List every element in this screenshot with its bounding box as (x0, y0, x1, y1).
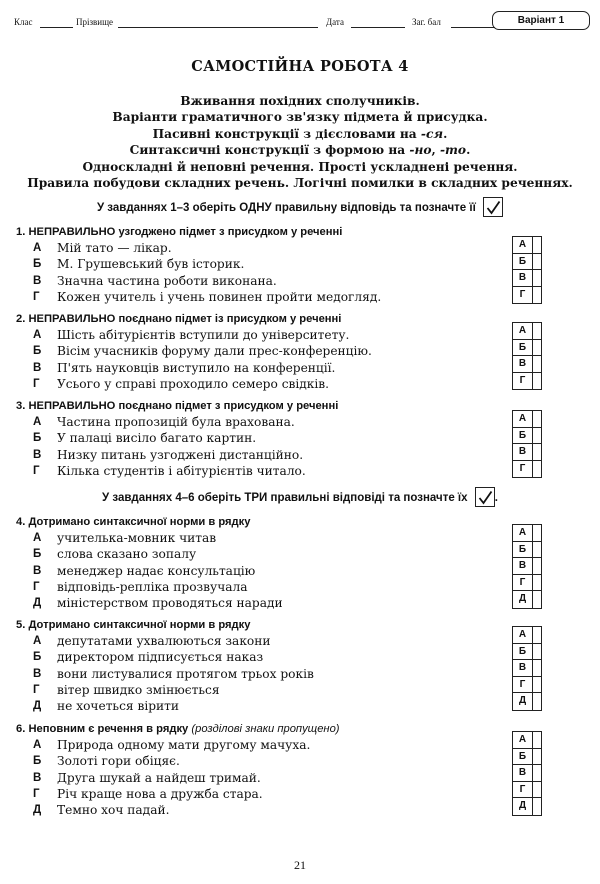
date-line (351, 27, 405, 28)
option-v: В менеджер надає консультацію (33, 563, 256, 578)
answer-grid-2: А Б В Г (512, 322, 542, 390)
answer-cell[interactable] (533, 287, 541, 304)
answer-cell[interactable] (533, 542, 541, 558)
answer-cell[interactable] (533, 627, 541, 643)
answer-cell[interactable] (533, 558, 541, 574)
option-b: Б У палаці висіло багато картин. (33, 431, 257, 446)
topics-list (0, 93, 600, 191)
answer-cell[interactable] (533, 575, 541, 591)
option-a: А Природа одному мати другому мачуха. (33, 738, 311, 752)
answer-cell[interactable] (533, 693, 541, 710)
option-v: В Друга шукай а найдеш тримай. (33, 770, 261, 785)
option-a: А Шість абітурієнтів вступили до університету. (33, 328, 350, 342)
answer-cell[interactable] (533, 798, 541, 815)
answer-cell[interactable] (533, 373, 541, 390)
answer-cell[interactable] (533, 237, 541, 253)
answer-cell[interactable] (533, 254, 541, 270)
instruction-triple (0, 488, 600, 508)
instruction-single-text: У завданнях 1–3 оберіть ОДНУ правильну відповідь та позначте її (96, 202, 476, 215)
option-g: Г відповідь-репліка прозвучала (33, 579, 248, 594)
option-d: Д Темно хоч падай. (33, 803, 170, 818)
answer-cell[interactable] (533, 356, 541, 372)
answer-cell[interactable] (533, 428, 541, 444)
surname-label: Прізвище (76, 17, 114, 27)
question-title: 2. НЕПРАВИЛЬНО поєднано підмет із присудком у реченні (16, 313, 342, 325)
answer-cell[interactable] (533, 732, 541, 748)
option-g: Г Кілька студентів і абітурієнтів читало. (33, 463, 306, 478)
option-a: А Мій тато — лікар. (33, 241, 172, 255)
option-a: А учителька-мовник читав (33, 531, 217, 545)
answer-cell[interactable] (533, 411, 541, 427)
question-title: 5. Дотримано синтаксичної норми в рядку (16, 619, 251, 631)
question-4 (16, 515, 516, 611)
answer-grid-6: А Б В Г Д (512, 731, 542, 816)
option-v: В вони листувалися протягом трьох років (33, 666, 314, 681)
answer-cell[interactable] (533, 323, 541, 339)
answer-cell[interactable] (533, 525, 541, 541)
variant-badge: Варіант 1 (492, 11, 590, 30)
instruction-triple-tail: . (494, 492, 498, 505)
question-5 (16, 618, 516, 714)
answer-cell[interactable] (533, 461, 541, 478)
answer-cell[interactable] (533, 444, 541, 460)
question-title: 6. Неповним є речення в рядку (розділові знаки пропущено) (16, 723, 340, 735)
answer-cell[interactable] (533, 782, 541, 798)
topic-line: Пасивні конструкції з дієсловами на -ся. (152, 126, 448, 141)
option-b: Б Золоті гори обіцяє. (33, 754, 180, 769)
answer-cell[interactable] (533, 749, 541, 765)
page-header (14, 8, 590, 32)
option-b: Б слова сказано зопалу (33, 547, 197, 562)
topic-line: Варіанти граматичного зв'язку підмета й присудка. (112, 110, 488, 125)
score-label: Заг. бал (412, 17, 441, 27)
option-a: А депутатами ухвалюються закони (33, 634, 271, 648)
answer-grid-4: А Б В Г Д (512, 524, 542, 609)
answer-grid-3: А Б В Г (512, 410, 542, 478)
answer-cell[interactable] (533, 270, 541, 286)
topic-line: Синтаксичні конструкції з формою на -но, -то. (129, 143, 471, 158)
class-label: Клас (14, 17, 33, 27)
page-number: 21 (294, 858, 306, 872)
option-v: В Низку питань узгоджені дистанційно. (33, 447, 304, 462)
option-b: Б директором підписується наказ (33, 650, 264, 665)
answer-cell[interactable] (533, 340, 541, 356)
checkmark-icon (475, 487, 495, 507)
page-title: САМОСТІЙНА РОБОТА 4 (191, 58, 409, 75)
question-title: 4. Дотримано синтаксичної норми в рядку (16, 516, 251, 528)
answer-grid-5: А Б В Г Д (512, 626, 542, 711)
answer-cell[interactable] (533, 644, 541, 660)
option-d: Д не хочеться вірити (33, 699, 180, 714)
class-line (40, 27, 73, 28)
question-title: 1. НЕПРАВИЛЬНО узгоджено підмет з присудком у реченні (16, 226, 343, 238)
option-b: Б М. Грушевський був історик. (33, 257, 245, 272)
instruction-single (0, 198, 600, 218)
option-b: Б Вісім учасників форуму дали прес-конференцію. (33, 344, 372, 359)
topic-line: Односкладні й неповні речення. Прості ускладнені речення. (82, 159, 518, 174)
topic-line: Правила побудови складних речень. Логічні помилки в складних реченнях. (27, 176, 573, 191)
answer-cell[interactable] (533, 765, 541, 781)
option-g: Г Усього у справі проходило семеро свідків. (33, 376, 330, 391)
option-d: Д міністерством проводяться наради (33, 596, 283, 611)
topic-line: Вживання похідних сполучників. (180, 94, 420, 108)
question-6 (16, 722, 516, 818)
option-g: Г вітер швидко змінюється (33, 682, 220, 697)
surname-line (118, 27, 318, 28)
option-g: Г Річ краще нова а дружба стара. (33, 786, 263, 801)
option-a: А Частина пропозицій була врахована. (33, 415, 295, 429)
option-v: В П'ять науковців виступило на конференції. (33, 360, 336, 375)
answer-cell[interactable] (533, 660, 541, 676)
instruction-triple-text: У завданнях 4–6 оберіть ТРИ правильні відповіді та позначте їх (102, 492, 468, 505)
answer-cell[interactable] (533, 677, 541, 693)
question-title: 3. НЕПРАВИЛЬНО поєднано підмет з присудком у реченні (16, 400, 339, 412)
date-label: Дата (326, 17, 344, 27)
option-v: В Значна частина роботи виконана. (33, 273, 277, 288)
answer-grid-1: А Б В Г (512, 236, 542, 304)
question-2 (16, 312, 516, 392)
option-g: Г Кожен учитель і учень повинен пройти медогляд. (33, 289, 382, 304)
checkmark-icon (483, 197, 503, 217)
question-3 (16, 399, 516, 479)
question-1 (16, 225, 516, 305)
score-line (451, 27, 495, 28)
answer-cell[interactable] (533, 591, 541, 608)
